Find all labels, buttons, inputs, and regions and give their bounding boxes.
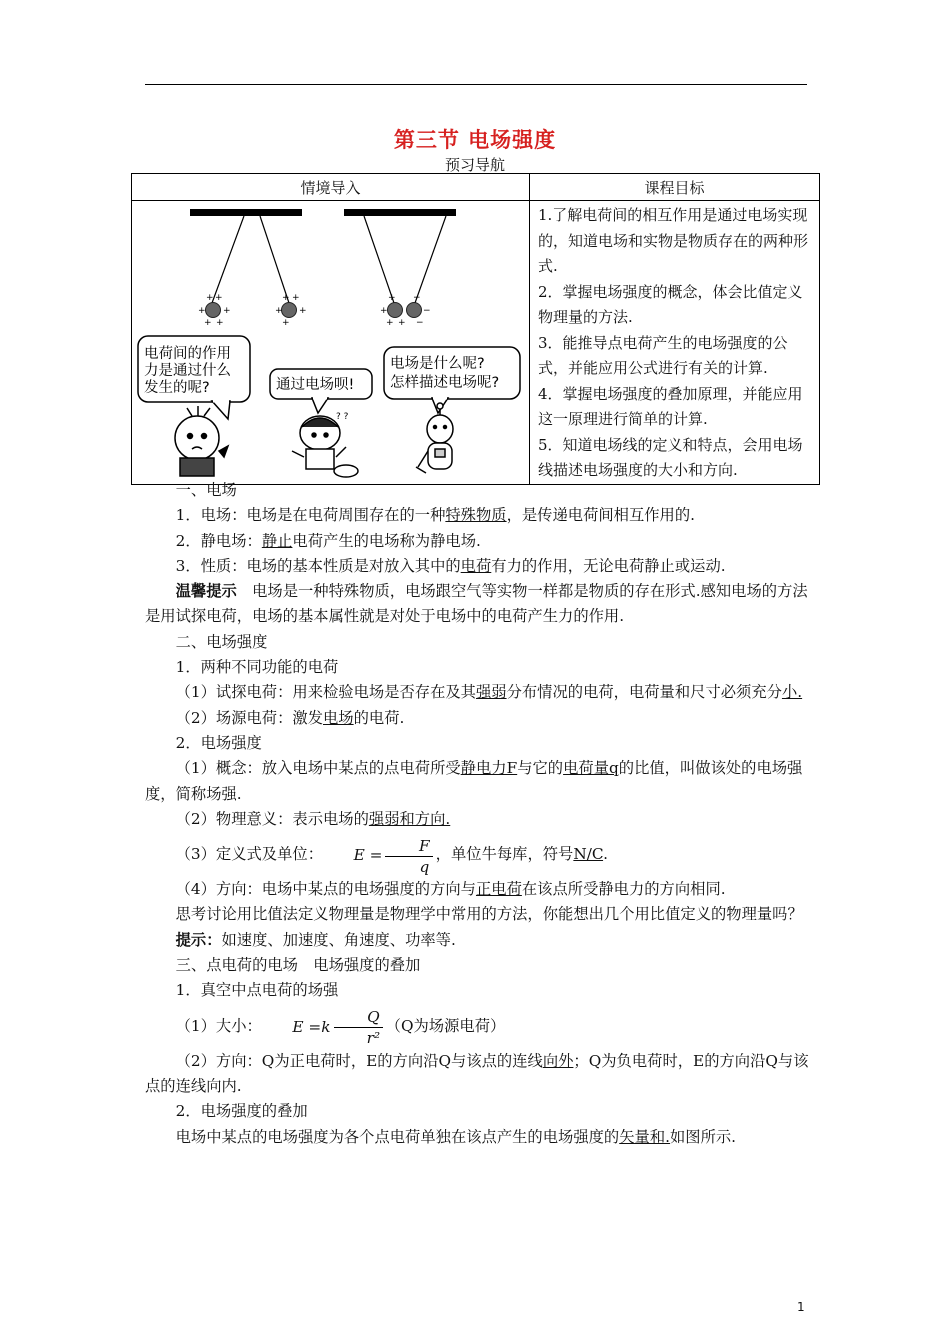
paragraph: 2．静电场：静止电荷产生的电场称为静电场. [175, 531, 481, 550]
goal-item: 1.了解电荷间的相互作用是通过电场实现的，知道电场和实物是物质存在的两种形式. [538, 206, 809, 275]
bubble3-line1: 电场是什么呢? [390, 356, 485, 372]
svg-text:+: + [282, 293, 290, 303]
svg-text:? ?: ? ? [336, 412, 349, 422]
page-subtitle: 预习导航 [444, 156, 505, 174]
bubble1-line1: 电荷间的作用 [144, 346, 231, 362]
goal-item: 3．能推导点电荷产生的电场强度的公式，并能应用公式进行有关的计算. [538, 333, 788, 377]
paragraph: （2）场源电荷：激发电场的电荷. [175, 708, 405, 727]
left-support-bar [190, 209, 302, 216]
left-sphere-a [206, 303, 221, 318]
scenario-illustration-cell [132, 201, 530, 485]
section-heading: 一、电场 [175, 481, 237, 499]
hint-paragraph: 提示：如速度、加速度、角速度、功率等. [175, 930, 456, 949]
svg-text:+: + [388, 293, 396, 303]
charged-spheres-illustration [132, 201, 529, 480]
bubble1-line2: 力是通过什么 [144, 363, 231, 379]
cartoon-character-3 [416, 403, 453, 473]
table-header-scenario: 情境导入 [132, 174, 530, 201]
speech-bubble-3 [384, 347, 520, 399]
bubble1-line3: 发生的呢? [144, 380, 210, 396]
tip-paragraph: 温馨提示 电场是一种特殊物质，电场跟空气等实物一样都是物质的存在形式.感知电场的方法是用试探电荷，电场的基本属性就是对处于电场中的电荷产生力的作用. [145, 582, 808, 626]
subheading: 1．两种不同功能的电荷 [175, 658, 339, 677]
body-content [145, 478, 809, 1150]
svg-text:+: + [282, 318, 290, 328]
point-charge-formula: E =k $\frac{Q}{\text{r²}}$ [262, 1005, 386, 1049]
svg-text:+: + [380, 306, 388, 316]
subheading: 2．电场强度 [175, 733, 262, 752]
svg-text:+: + [386, 318, 394, 328]
bubble3-line2: 怎样描述电场呢? [390, 375, 500, 391]
left-sphere-b [282, 303, 297, 318]
paragraph: （4）方向：电场中某点的电场强度的方向与正电荷在该点所受静电力的方向相同. [175, 880, 726, 899]
svg-text:+: + [198, 306, 206, 316]
field-strength-formula: E = $\frac{F}{q}$ [323, 833, 436, 877]
svg-text:+: + [398, 318, 406, 328]
cartoon-character-1 [175, 406, 228, 476]
paragraph: （2）物理意义：表示电场的强弱和方向. [175, 809, 451, 828]
header-rule [145, 84, 807, 85]
svg-text:−: − [423, 306, 431, 316]
formula-paragraph: （3）定义式及单位： E = $\frac{F}{q}$ ，单位牛每库，符号N/C. [145, 832, 809, 877]
right-support-bar [344, 209, 456, 216]
formula-paragraph: （1）大小： E =k $\frac{Q}{\text{r²}}$ （Q为场源电荷） [145, 1004, 809, 1049]
goal-item: 2．掌握电场强度的概念，体会比值定义物理量的方法. [538, 282, 803, 326]
page-number: 1 [797, 1300, 805, 1314]
section-heading: 二、电场强度 [175, 632, 268, 651]
preview-table [131, 173, 820, 485]
goal-item: 4．掌握电场强度的叠加原理，并能应用这一原理进行简单的计算. [538, 384, 803, 428]
svg-text:+: + [223, 306, 231, 316]
hint-label: 提示： [175, 930, 222, 949]
paragraph: （1）概念：放入电场中某点的点电荷所受静电力F与它的电荷量q的比值，叫做该处的电场强度，简称场强. [145, 759, 803, 803]
svg-text:+: + [215, 293, 223, 303]
paragraph: 3．性质：电场的基本性质是对放入其中的电荷有力的作用，无论电荷静止或运动. [175, 556, 726, 575]
svg-text:+: + [292, 293, 300, 303]
svg-text:+: + [216, 318, 224, 328]
goal-item: 5．知道电场线的定义和特点，会用电场线描述电场强度的大小和方向. [538, 435, 803, 479]
svg-text:−: − [416, 318, 424, 328]
subheading: 1．真空中点电荷的场强 [175, 981, 339, 1000]
paragraph: （2）方向：Q为正电荷时，E的方向沿Q与该点的连线向外；Q为负电荷时，E的方向沿Q与该点的连线向内. [145, 1051, 809, 1095]
section-heading: 三、点电荷的电场 电场强度的叠加 [175, 956, 421, 975]
paragraph: 电场中某点的电场强度为各个点电荷单独在该点产生的电场强度的矢量和.如图所示. [175, 1127, 737, 1146]
svg-text:−: − [413, 293, 421, 303]
right-sphere-positive [388, 303, 403, 318]
svg-text:+: + [275, 306, 283, 316]
think-paragraph: 思考讨论用比值法定义物理量是物理学中常用的方法，你能想出几个用比值定义的物理量吗？ [175, 905, 803, 924]
subheading: 2．电场强度的叠加 [175, 1102, 308, 1121]
paragraph: （1）试探电荷：用来检验电场是否存在及其强弱分布情况的电荷，电荷量和尺寸必须充分小. [175, 683, 803, 702]
svg-text:+: + [206, 293, 214, 303]
page-title: 第三节 电场强度 [393, 128, 557, 152]
cartoon-character-2 [292, 412, 358, 477]
svg-text:+: + [204, 318, 212, 328]
bubble2-text: 通过电场呗! [276, 377, 355, 393]
right-sphere-negative [407, 303, 422, 318]
paragraph: 1．电场：电场是在电荷周围存在的一种特殊物质，是传递电荷间相互作用的. [175, 506, 696, 525]
goals-cell [530, 201, 820, 485]
svg-text:+: + [299, 306, 307, 316]
table-header-goals: 课程目标 [530, 174, 820, 201]
tip-label: 温馨提示 [175, 582, 237, 601]
